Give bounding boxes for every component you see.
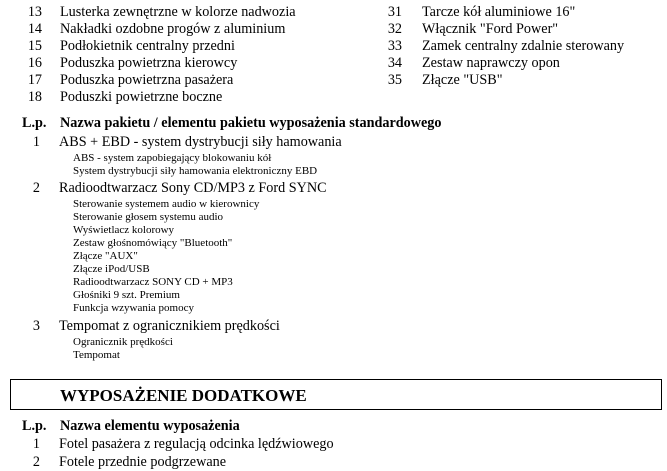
package-subitem: ABS - system zapobiegający blokowaniu kół — [73, 152, 272, 164]
package-subitem: Ogranicznik prędkości — [73, 336, 173, 348]
package-subitem: Tempomat — [73, 349, 120, 361]
package-subitem: Sterowanie systemem audio w kierownicy — [73, 198, 260, 210]
package-subitem: System dystrybucji siły hamowania elektroniczny EBD — [73, 165, 318, 177]
package-subitem: Funkcja wzywania pomocy — [73, 302, 194, 314]
package-subitem: Złącze "AUX" — [73, 250, 138, 262]
package-subitem: Zestaw głośnomówiący "Bluetooth" — [73, 237, 233, 249]
package-name-header: Nazwa pakietu / elementu pakietu wyposażenia standardowego — [60, 115, 442, 131]
element-name-header: Nazwa elementu wyposażenia — [60, 418, 240, 434]
lp-header: L.p. — [22, 115, 47, 131]
package-subitem: Głośniki 9 szt. Premium — [73, 289, 180, 301]
package-subitem: Złącze iPod/USB — [73, 263, 150, 275]
lp-header: L.p. — [22, 418, 47, 434]
section-title: WYPOSAŻENIE DODATKOWE — [60, 386, 307, 405]
extra-equipment-section — [10, 379, 662, 410]
package-subitem: Wyświetlacz kolorowy — [73, 224, 175, 236]
package-subitem: Sterowanie głosem systemu audio — [73, 211, 224, 223]
package-subitem: Radioodtwarzacz SONY CD + MP3 — [73, 276, 233, 288]
